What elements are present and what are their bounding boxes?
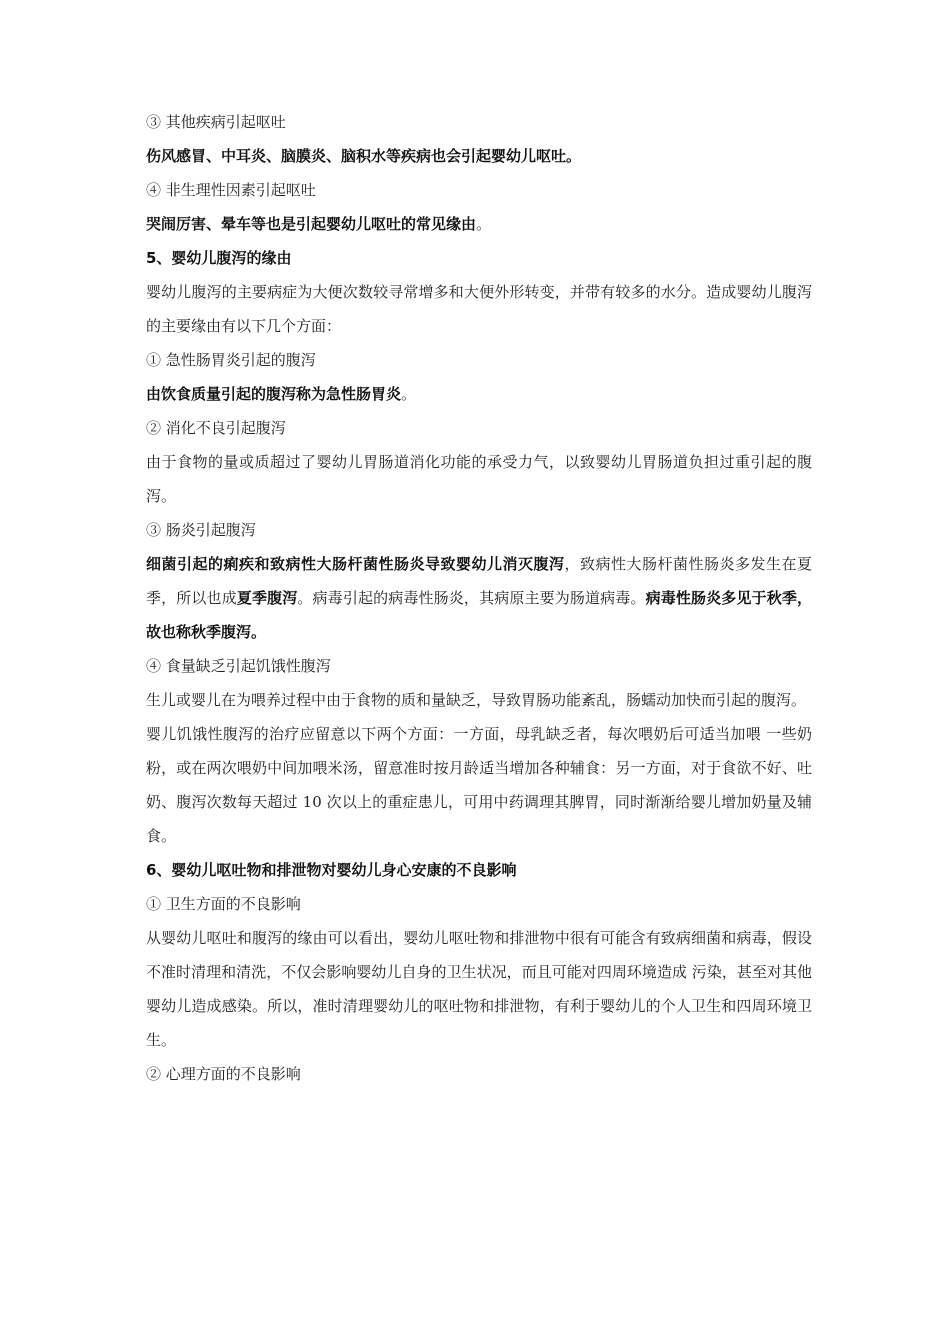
paragraph-hunger-cause: 生儿或婴儿在为喂养过程中由于食物的质和量缺乏，导致胃肠功能紊乱，肠蠕动加快而引起的腹泻。 xyxy=(146,691,807,709)
bold-text-summer-diarrhea: 夏季腹泻 xyxy=(236,589,298,607)
text-virus: 。病毒引起的病毒性肠炎，其病原主要为肠道病毒。 xyxy=(297,589,646,607)
paragraph-indigestion: 由于食物的量或质超过了婴幼儿胃肠道消化功能的承受力气，以致婴幼儿胃肠道负担过重引起的腹泻。 xyxy=(146,453,812,505)
punct: 。 xyxy=(401,385,417,403)
section-heading-6: 6、婴幼儿呕吐物和排泄物对婴幼儿身心安康的不良影响 xyxy=(146,861,517,879)
document-page xyxy=(146,105,812,1091)
paragraph-enteritis xyxy=(146,547,812,649)
paragraph-hygiene: 从婴幼儿呕吐和腹泻的缘由可以看出，婴幼儿呕吐物和排泄物中很有可能含有致病细菌和病毒，假设不准时清理和清洗，不仅会影响婴幼儿自身的卫生状况，而且可能对四周环境造成 污染，甚至对其他婴幼儿造成感染。所以，准时清理婴幼儿的呕吐物和排泄物，有利于婴幼儿的个人卫生和四周环境卫生。 xyxy=(146,929,812,1049)
subheading-indigestion: ② 消化不良引起腹泻 xyxy=(146,419,286,437)
paragraph-hunger-treatment: 婴儿饥饿性腹泻的治疗应留意以下两个方面：一方面，母乳缺乏者，每次喂奶后可适当加喂 一些奶粉，或在两次喂奶中间加喂米汤，留意准时按月龄适当增加各种辅食：另一方面，对于食欲不好、吐奶、腹泻次数每天超过 10 次以上的重症患儿，可用中药调理其脾胃，同时渐渐给婴儿增加奶量及辅食。 xyxy=(146,725,812,845)
punct: 。 xyxy=(476,215,492,233)
subheading-enteritis: ③ 肠炎引起腹泻 xyxy=(146,521,256,539)
text-crying xyxy=(146,207,812,241)
bold-text-diseases: 伤风感冒、中耳炎、脑膜炎、脑积水等疾病也会引起婴幼儿呕吐。 xyxy=(146,147,582,165)
bold-text-bacteria: 细菌引起的痢疾和致病性大肠杆菌性肠炎导致婴幼儿消灭腹泻 xyxy=(146,555,565,573)
text-acute-gastroenteritis xyxy=(146,377,812,411)
subheading-hunger-diarrhea: ④ 食量缺乏引起饥饿性腹泻 xyxy=(146,657,331,675)
bold-text-crying: 哭闹厉害、晕车等也是引起婴幼儿呕吐的常见缘由 xyxy=(146,215,477,233)
bold-text-acute: 由饮食质量引起的腹泻称为急性肠胃炎 xyxy=(146,385,402,403)
bold-text-autumn: 病毒性肠炎多见于秋季，故也称秋季腹泻。 xyxy=(146,589,812,641)
subheading-non-physiological: ④ 非生理性因素引起呕吐 xyxy=(146,181,316,199)
subheading-acute-gastroenteritis: ① 急性肠胃炎引起的腹泻 xyxy=(146,351,316,369)
subheading-psychological: ② 心理方面的不良影响 xyxy=(146,1065,301,1083)
section-heading-5: 5、婴幼儿腹泻的缘由 xyxy=(146,249,292,267)
subheading-other-diseases: ③ 其他疾病引起呕吐 xyxy=(146,113,286,131)
text-summer: ，致病性大肠杆菌性肠炎多发生在夏季，所以也成 xyxy=(146,555,812,607)
paragraph-diarrhea-intro: 婴幼儿腹泻的主要病症为大便次数较寻常增多和大便外形转变，并带有较多的水分。造成婴幼儿腹泻的主要缘由有以下几个方面： xyxy=(146,283,812,335)
subheading-hygiene: ① 卫生方面的不良影响 xyxy=(146,895,301,913)
